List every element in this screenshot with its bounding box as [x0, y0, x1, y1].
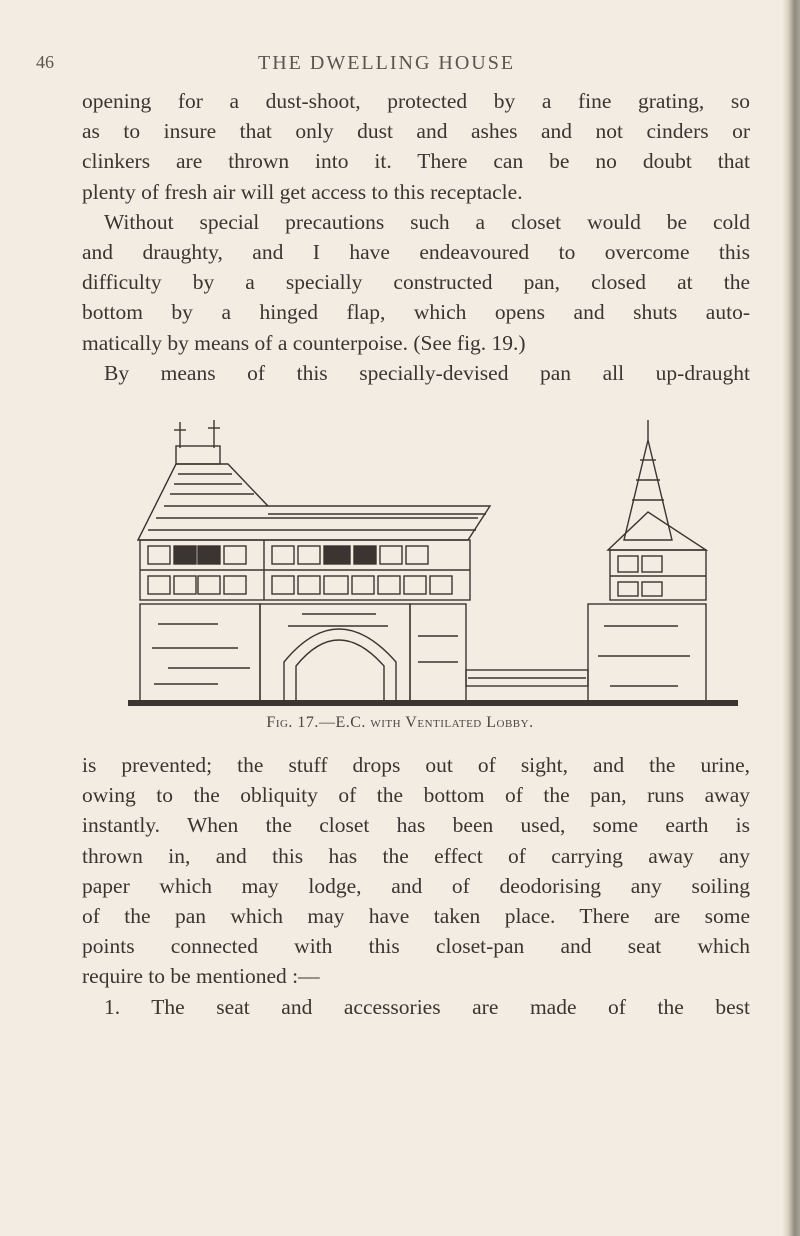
figure-caption-text: —E.C. with Ventilated Lobby.: [318, 714, 534, 731]
wall-right-main: [410, 604, 466, 704]
text-line: points connected with this closet-pan and seat which: [82, 934, 750, 959]
text-line: owing to the obliquity of the bottom of the pan, runs away: [82, 783, 750, 808]
text-line: instantly. When the closet has been used, some earth is: [82, 813, 750, 838]
text-line: is prevented; the stuff drops out of sight, and the urine,: [82, 753, 750, 777]
lobby-arch: [260, 604, 410, 704]
text-line: 1. The seat and accessories are made of the best: [104, 994, 750, 1019]
tower-right: [588, 420, 706, 704]
main-roof: [138, 464, 490, 540]
figure-caption-label: Fig. 17.: [266, 714, 319, 731]
text-line: and draughty, and I have endeavoured to overcome this: [82, 240, 750, 265]
text-line: matically by means of a counterpoise. (See fig. 19.): [82, 330, 526, 355]
text-line: difficulty by a specially constructed pan, closed at the: [82, 270, 750, 295]
page-edge-shadow: [782, 0, 800, 1236]
text-line: opening for a dust-shoot, protected by a fine grating, so: [82, 89, 750, 113]
text-line: as to insure that only dust and ashes and not cinders or: [82, 119, 750, 144]
ventilator-finial-left: [174, 420, 220, 464]
text-line: thrown in, and this has the effect of carrying away any: [82, 843, 750, 868]
text-line: plenty of fresh air will get access to this receptacle.: [82, 179, 523, 204]
page-number: 46: [36, 52, 54, 72]
figure-ec-ventilated-lobby: [118, 400, 758, 710]
wall-left: [140, 604, 260, 704]
running-title: THE DWELLING HOUSE: [258, 52, 516, 74]
text-line: Without special precautions such a closet would be cold: [104, 209, 750, 234]
figure-caption: [0, 714, 800, 732]
text-line: clinkers are thrown into it. There can be no doubt that: [82, 149, 750, 174]
text-line: paper which may lodge, and of deodorising any soiling: [82, 873, 750, 898]
ground-line: [128, 700, 738, 706]
text-line: of the pan which may have taken place. There are some: [82, 904, 750, 929]
text-line: By means of this specially-devised pan all up-draught: [104, 360, 750, 385]
text-line: bottom by a hinged flap, which opens and shuts auto-: [82, 300, 750, 325]
louvre-band-main: [140, 540, 470, 600]
paragraph-top: [82, 86, 750, 388]
connecting-passage: [466, 670, 588, 686]
running-head: [0, 52, 800, 84]
text-line: require to be mentioned :—: [82, 964, 320, 989]
paragraph-bottom: [82, 750, 750, 1022]
